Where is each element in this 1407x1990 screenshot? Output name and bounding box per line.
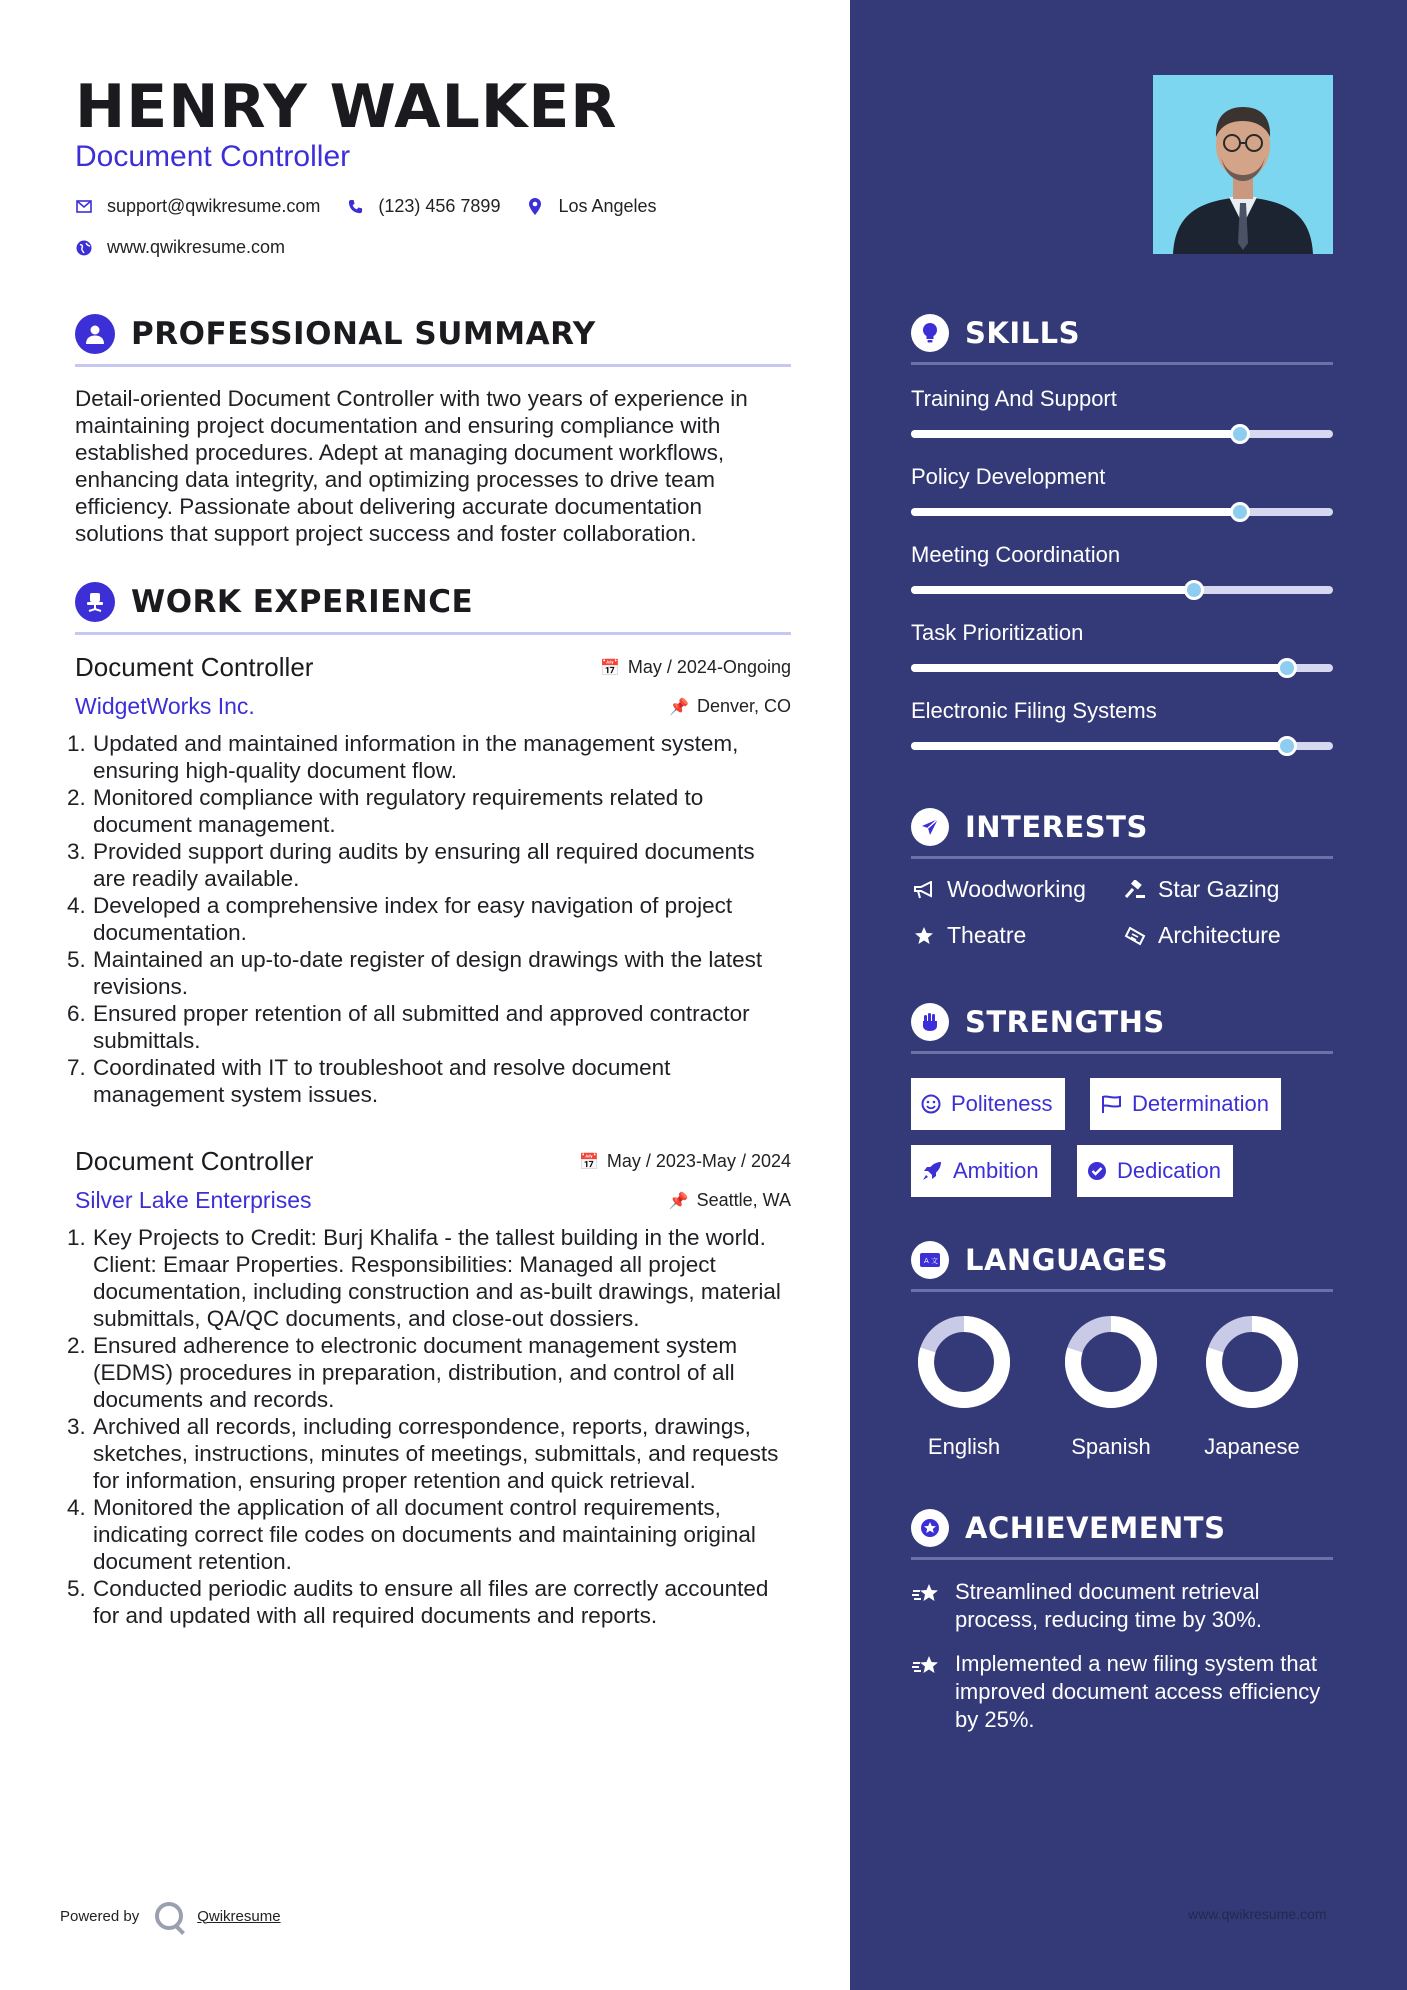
calendar-icon: 📅 bbox=[578, 1153, 599, 1171]
megaphone-icon bbox=[911, 881, 937, 899]
languages-heading: LANGUAGES bbox=[965, 1243, 1169, 1277]
contact-location bbox=[526, 196, 656, 217]
list-item: 2. Monitored compliance with regulatory requirements related to document management. bbox=[67, 785, 704, 837]
language-item bbox=[1056, 1312, 1166, 1460]
website-text: www.qwikresume.com bbox=[107, 237, 286, 257]
summary-heading: PROFESSIONAL SUMMARY bbox=[131, 316, 596, 352]
candidate-title: Document Controller bbox=[75, 140, 351, 173]
ticket-icon bbox=[1122, 926, 1148, 946]
skills-section-header bbox=[911, 314, 1333, 365]
interests-heading: INTERESTS bbox=[965, 810, 1148, 844]
language-ring bbox=[914, 1312, 1014, 1412]
trophy-star-icon bbox=[911, 1650, 945, 1734]
paper-plane-icon bbox=[911, 808, 949, 846]
svg-text:A: A bbox=[924, 1257, 929, 1265]
job-date: 📅 May / 2023-May / 2024 bbox=[578, 1151, 791, 1171]
skill-bar bbox=[911, 586, 1333, 594]
skill-bar bbox=[911, 664, 1333, 672]
interest-item: Theatre bbox=[911, 922, 1026, 949]
language-icon bbox=[911, 1241, 949, 1279]
contact-website[interactable] bbox=[75, 237, 285, 258]
list-item: 1. Key Projects to Credit: Burj Khalifa - the tallest building in the world. Client: Emaar Properties. Responsibilities: Managed all project documentation, including construction and as-built drawings, material submittals, QA/QC documents, and close-out dossiers. bbox=[67, 1225, 781, 1331]
summary-section-header bbox=[75, 314, 791, 367]
language-name: English bbox=[927, 1434, 1001, 1459]
skill-name: Meeting Coordination bbox=[911, 542, 1121, 567]
skill-name: Training And Support bbox=[911, 386, 1117, 411]
skills-heading: SKILLS bbox=[965, 316, 1080, 350]
language-name: Spanish bbox=[1071, 1434, 1151, 1459]
achievement-item bbox=[911, 1650, 1333, 1734]
contact-row bbox=[75, 196, 683, 217]
contact-phone[interactable] bbox=[346, 196, 500, 217]
skill-name: Policy Development bbox=[911, 464, 1106, 489]
envelope-icon bbox=[75, 198, 93, 216]
experience-heading: WORK EXPERIENCE bbox=[131, 584, 474, 620]
interest-item: Star Gazing bbox=[1122, 876, 1279, 903]
list-item: 6. Ensured proper retention of all submitted and approved contractor submittals. bbox=[67, 1001, 750, 1053]
interest-item: Architecture bbox=[1122, 922, 1281, 949]
achievements-section-header bbox=[911, 1509, 1333, 1560]
skill-item bbox=[911, 464, 1333, 516]
experience-section-header bbox=[75, 582, 791, 635]
job-title: Document Controller bbox=[75, 1146, 314, 1176]
list-item: 5. Conducted periodic audits to ensure all files are correctly accounted for and updated with all required documents and reports. bbox=[67, 1576, 769, 1628]
list-item: 4. Monitored the application of all document control requirements, indicating correct file codes on documents and maintaining original document retention. bbox=[67, 1495, 756, 1574]
office-chair-icon bbox=[75, 582, 115, 622]
smile-icon bbox=[921, 1094, 941, 1114]
skill-bar bbox=[911, 430, 1333, 438]
company-name: Silver Lake Enterprises bbox=[75, 1187, 312, 1213]
check-circle-icon bbox=[1087, 1161, 1107, 1181]
language-item bbox=[909, 1312, 1019, 1460]
raised-fist-icon bbox=[911, 1003, 949, 1041]
pushpin-icon: 📌 bbox=[668, 1192, 689, 1210]
strength-badge: Determination bbox=[1090, 1078, 1281, 1130]
skill-item bbox=[911, 386, 1333, 438]
trophy-star-icon bbox=[911, 1578, 945, 1634]
strengths-heading: STRENGTHS bbox=[965, 1005, 1165, 1039]
globe-icon bbox=[75, 239, 93, 257]
job-entry bbox=[67, 652, 791, 1108]
qwikresume-logo-icon bbox=[155, 1902, 183, 1930]
powered-by-text: Powered by bbox=[60, 1907, 140, 1925]
footer-site[interactable]: www.qwikresume.com bbox=[1188, 1906, 1327, 1922]
brand-link[interactable]: Qwikresume bbox=[197, 1907, 281, 1925]
strength-badge: Politeness bbox=[911, 1078, 1065, 1130]
skill-item bbox=[911, 620, 1333, 672]
job-entry bbox=[67, 1146, 791, 1629]
skill-item bbox=[911, 542, 1333, 594]
job-location: 📌 Denver, CO bbox=[669, 696, 791, 716]
svg-text:文: 文 bbox=[931, 1257, 938, 1265]
company-name: WidgetWorks Inc. bbox=[75, 693, 255, 719]
location-text: Los Angeles bbox=[558, 196, 657, 216]
strengths-section-header bbox=[911, 1003, 1333, 1054]
star-icon bbox=[911, 926, 937, 946]
candidate-name: HENRY WALKER bbox=[75, 72, 618, 142]
job-date: 📅 May / 2024-Ongoing bbox=[599, 657, 791, 677]
job-title: Document Controller bbox=[75, 652, 314, 682]
skill-name: Task Prioritization bbox=[911, 620, 1084, 645]
contact-email[interactable] bbox=[75, 196, 320, 217]
achievements-heading: ACHIEVEMENTS bbox=[965, 1511, 1226, 1545]
interest-item: Woodworking bbox=[911, 876, 1086, 903]
skill-name: Electronic Filing Systems bbox=[911, 698, 1157, 723]
footer-powered-by bbox=[60, 1902, 281, 1930]
summary-text: Detail-oriented Document Controller with two years of experience in maintaining project documentation and ensuring compliance with established procedures. Adept at managing document workflows, enhancing data integrity, and optimizing processes to drive team efficiency. Passionate about delivering accurate documentation solutions that support project success and foster collaboration. bbox=[75, 386, 748, 546]
language-item bbox=[1197, 1312, 1307, 1460]
skill-knob bbox=[1277, 736, 1297, 756]
interests-section-header bbox=[911, 808, 1333, 859]
achievement-item bbox=[911, 1578, 1333, 1634]
rocket-icon bbox=[921, 1160, 943, 1182]
language-ring bbox=[1202, 1312, 1302, 1412]
calendar-icon: 📅 bbox=[599, 659, 620, 677]
phone-icon bbox=[346, 198, 364, 216]
pushpin-icon: 📌 bbox=[669, 698, 689, 716]
strength-badge: Dedication bbox=[1077, 1145, 1233, 1197]
gavel-icon bbox=[1122, 880, 1148, 900]
achievement-text: Streamlined document retrieval process, reducing time by 30%. bbox=[955, 1579, 1262, 1632]
language-ring bbox=[1061, 1312, 1161, 1412]
skill-knob bbox=[1277, 658, 1297, 678]
skill-knob bbox=[1184, 580, 1204, 600]
job-location: 📌 Seattle, WA bbox=[668, 1190, 791, 1210]
lightbulb-icon bbox=[911, 314, 949, 352]
languages-section-header bbox=[911, 1241, 1333, 1292]
list-item: 5. Maintained an up-to-date register of design drawings with the latest revisions. bbox=[67, 947, 763, 999]
job-bullets bbox=[67, 1224, 791, 1629]
email-text: support@qwikresume.com bbox=[107, 196, 321, 216]
skill-item bbox=[911, 698, 1333, 750]
website-row bbox=[75, 237, 311, 258]
phone-text: (123) 456 7899 bbox=[378, 196, 501, 216]
list-item: 4. Developed a comprehensive index for easy navigation of project documentation. bbox=[67, 893, 733, 945]
skill-bar bbox=[911, 508, 1333, 516]
job-bullets bbox=[67, 730, 791, 1108]
list-item: 2. Ensured adherence to electronic document management system (EDMS) procedures in preparation, distribution, and control of all documents and records. bbox=[67, 1333, 738, 1412]
skill-bar bbox=[911, 742, 1333, 750]
language-name: Japanese bbox=[1204, 1434, 1300, 1459]
achievement-text: Implemented a new filing system that improved document access efficiency by 25%. bbox=[955, 1651, 1321, 1732]
list-item: 3. Provided support during audits by ensuring all required documents are readily available. bbox=[67, 839, 755, 891]
award-star-icon bbox=[911, 1509, 949, 1547]
list-item: 1. Updated and maintained information in the management system, ensuring high-quality document flow. bbox=[67, 731, 739, 783]
list-item: 3. Archived all records, including correspondence, reports, drawings, sketches, instructions, minutes of meetings, submittals, and requests for information, ensuring proper retention and quick retrieval. bbox=[67, 1414, 779, 1493]
map-pin-icon bbox=[526, 198, 544, 216]
profile-photo bbox=[1153, 75, 1333, 254]
strength-badge: Ambition bbox=[911, 1145, 1051, 1197]
user-icon bbox=[75, 314, 115, 354]
flag-icon bbox=[1100, 1094, 1122, 1114]
list-item: 7. Coordinated with IT to troubleshoot and resolve document management system issues. bbox=[67, 1055, 671, 1107]
